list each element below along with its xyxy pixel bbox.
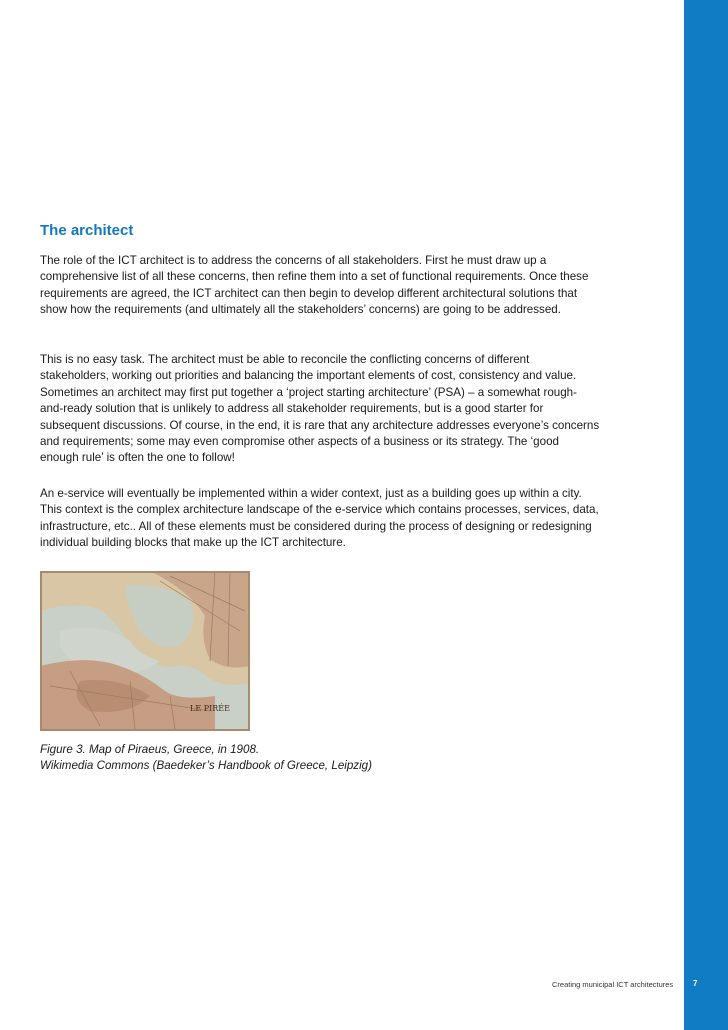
map-label: LE PIRÉE <box>190 704 230 713</box>
piraeus-map-image <box>40 571 250 731</box>
section-heading: The architect <box>40 222 134 239</box>
figure-caption <box>40 742 372 775</box>
paragraph-1: The role of the ICT architect is to address the concerns of all stakeholders. First he must draw up a comprehensive list of all these concerns, then refine them into a set of functional requirements. Once these requirements are agreed, the ICT architect can then begin to develop different architectural solutions that show how the requirements (and ultimately all the stakeholders’ concerns) are going to be addressed. <box>40 254 589 317</box>
figure-caption-line-2: Wikimedia Commons (Baedeker’s Handbook of Greece, Leipzig) <box>40 759 372 773</box>
map-illustration <box>40 571 250 731</box>
page-number: 7 <box>693 979 698 988</box>
side-color-bar <box>684 0 728 1030</box>
figure-caption-line-1: Figure 3. Map of Piraeus, Greece, in 1908. <box>40 743 260 756</box>
paragraph-3: An e-service will eventually be implemented within a wider context, just as a building goes up within a city. This context is the complex architecture landscape of the e-service which contains processes, services, data, infrastructure, etc.. All of these elements must be considered during the process of designing or redesigning individual building blocks that make up the ICT architecture. <box>40 487 599 550</box>
footer-title: Creating municipal ICT architectures <box>552 980 674 989</box>
paragraph-2: This is no easy task. The architect must be able to reconcile the conflicting concerns of different stakeholders, working out priorities and balancing the important elements of cost, consistency and value. Sometimes an architect may first put together a ‘project starting architecture’ (PSA) – a somewhat rough-and-ready solution that is unlikely to address all stakeholder requirements, but is a good starter for subsequent discussions. Of course, in the end, it is rare that any architecture addresses everyone’s concerns and requirements; some may even compromise other aspects of a business or its strategy. The ‘good enough rule’ is often the one to follow! <box>40 353 600 465</box>
